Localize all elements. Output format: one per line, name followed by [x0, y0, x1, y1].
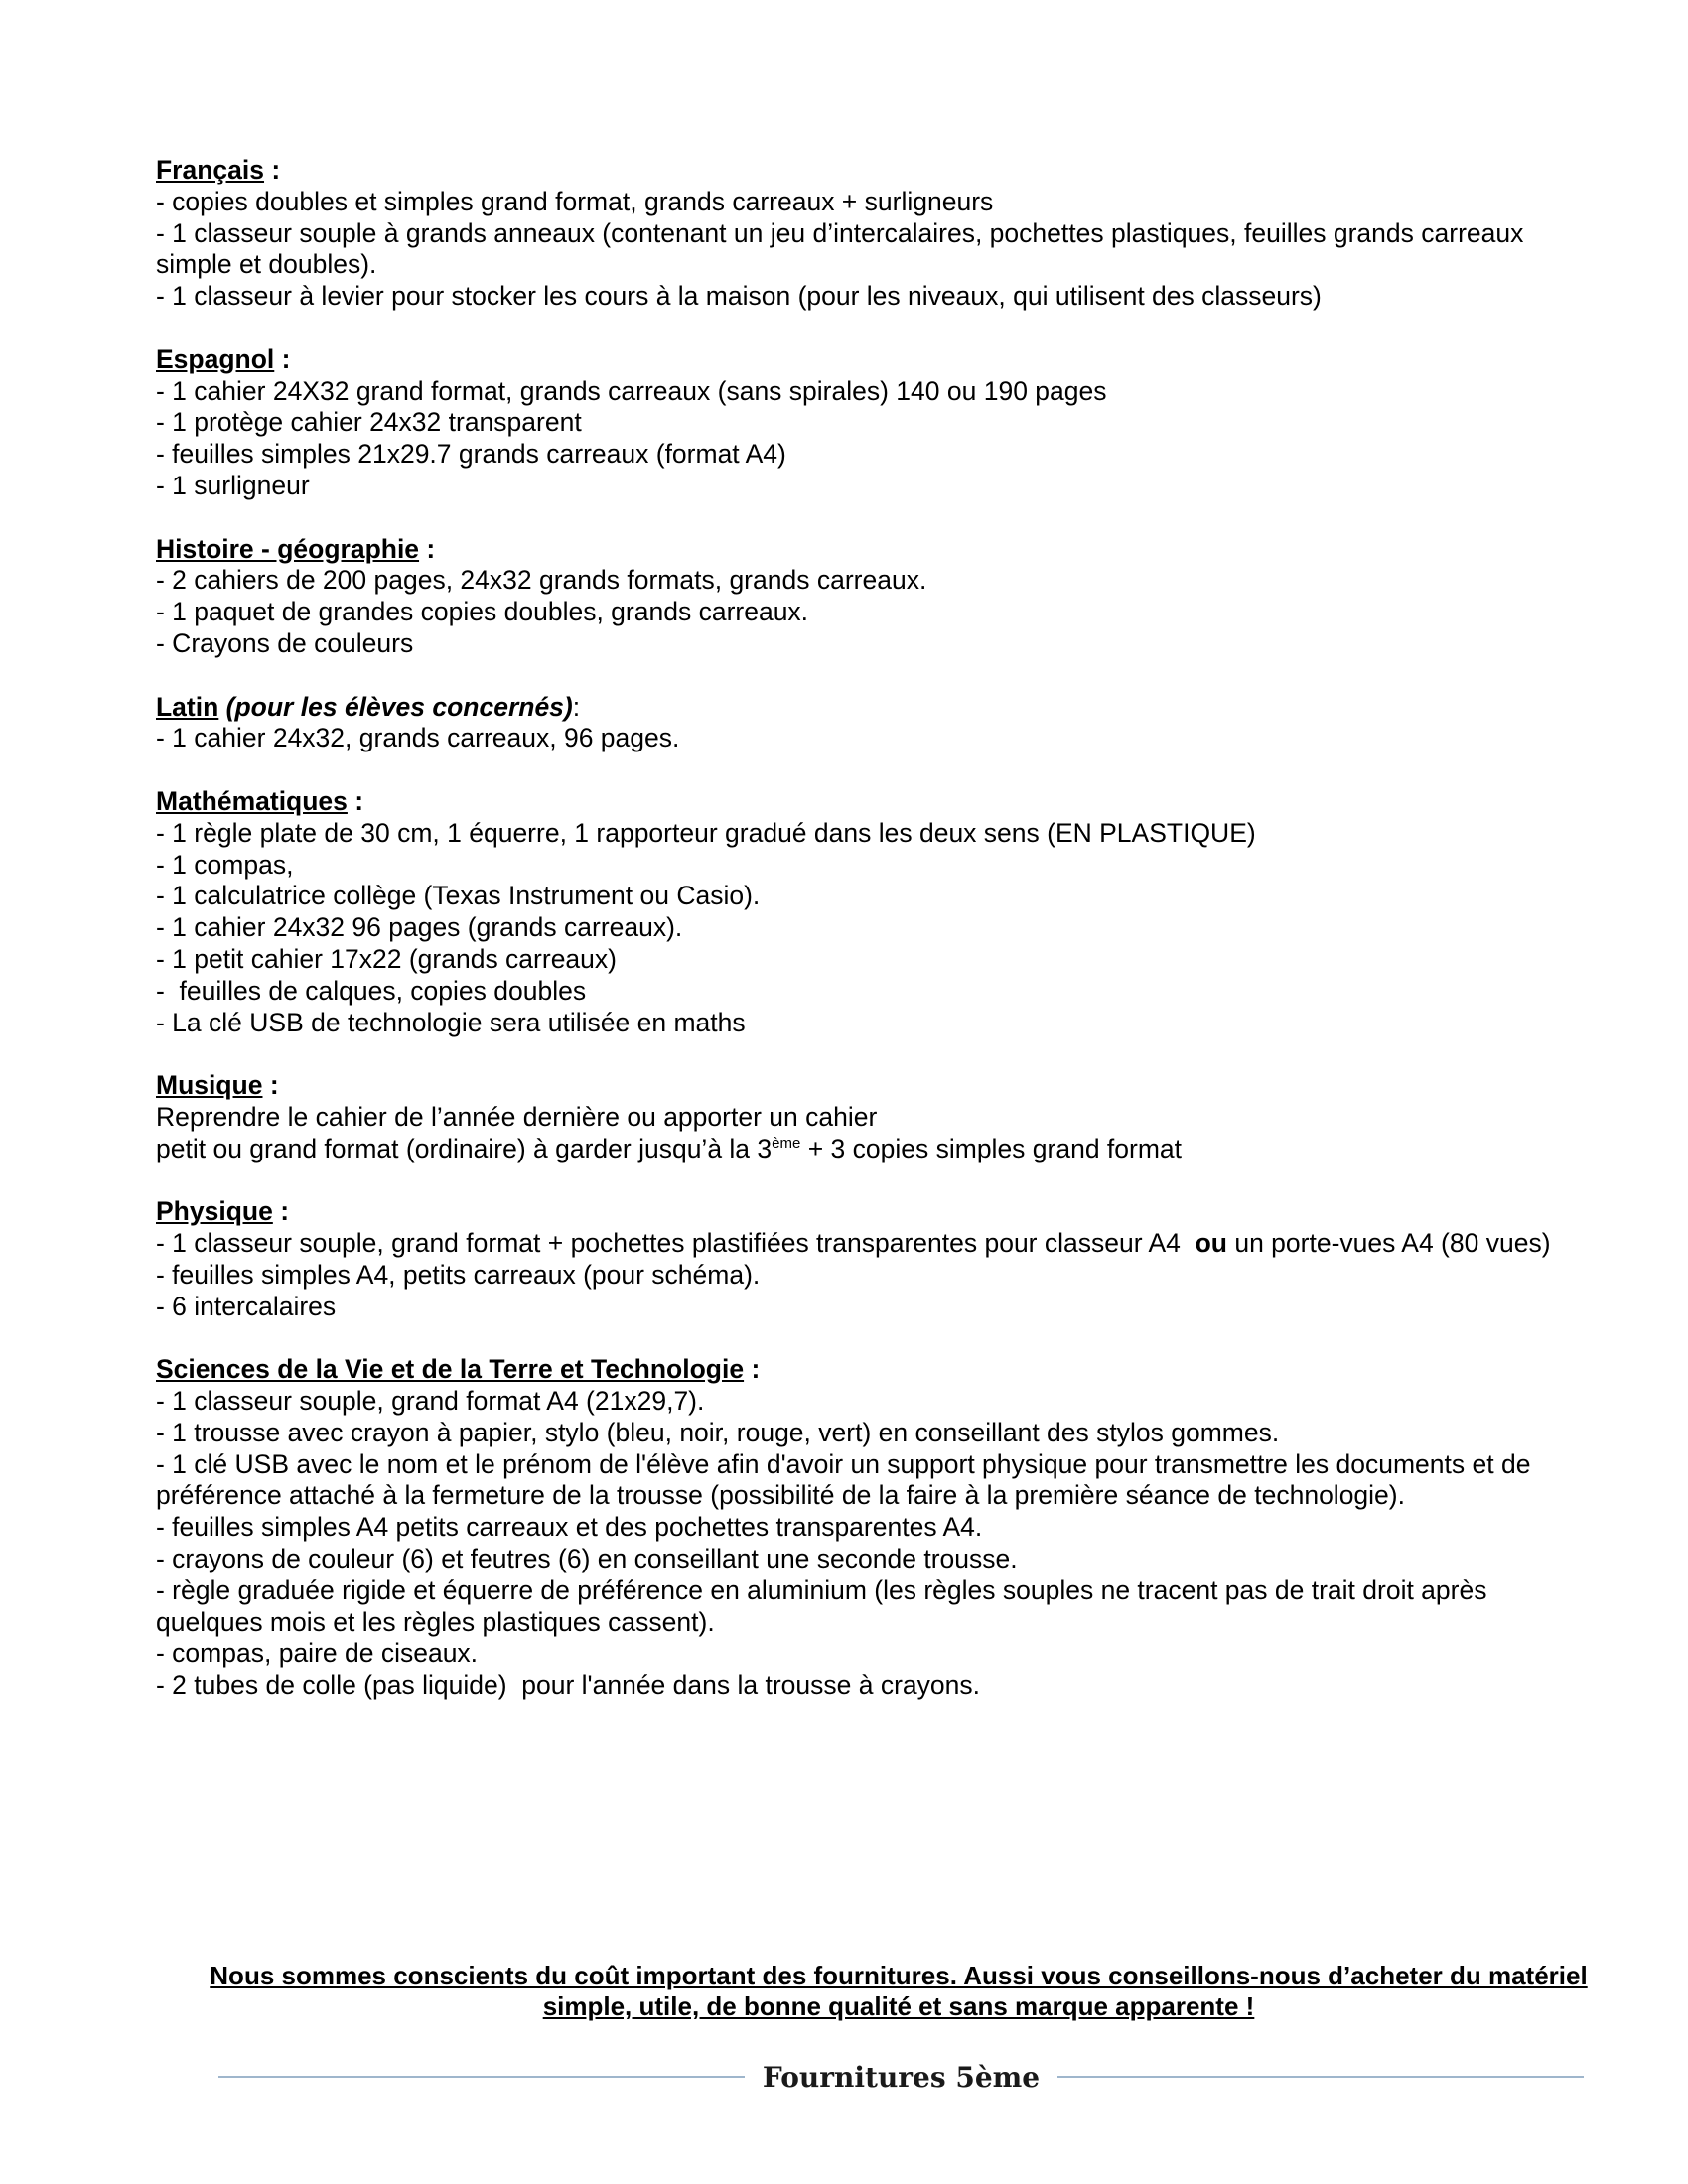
section-heading: Français : [156, 155, 281, 185]
superscript: ème [772, 1134, 801, 1152]
section-title: Latin [156, 691, 219, 722]
list-item: - 1 classeur souple à grands anneaux (contenant un jeu d’intercalaires, pochettes plastiques, feuilles grands carreaux [156, 217, 1524, 248]
list-item: - feuilles simples A4, petits carreaux (pour schéma). [156, 1259, 761, 1290]
footer-title: Fournitures 5ème [762, 2060, 1041, 2094]
list-item: préférence attaché à la fermeture de la trousse (possibilité de la faire à la première séance de technologie). [156, 1480, 1405, 1511]
list-item: - feuilles de calques, copies doubles [156, 975, 587, 1006]
section-title: Mathématiques [156, 785, 348, 816]
section-heading: Physique : [156, 1196, 290, 1227]
notice-line: simple, utile, de bonne qualité et sans marque apparente ! [542, 1991, 1255, 2021]
list-item: petit ou grand format (ordinaire) à garder jusqu’à la 3ème + 3 copies simples grand format [156, 1133, 1183, 1163]
list-item: - 1 cahier 24X32 grand format, grands carreaux (sans spirales) 140 ou 190 pages [156, 375, 1107, 406]
list-item: - Crayons de couleurs [156, 627, 414, 658]
list-item: - 1 compas, [156, 849, 294, 880]
section-heading: Espagnol : [156, 343, 291, 374]
section-francais [156, 155, 1625, 313]
section-title: Histoire - géographie [156, 533, 420, 564]
section-heading: Sciences de la Vie et de la Terre et Technologie : [156, 1354, 761, 1385]
footer-rule-right [1057, 2076, 1584, 2078]
section-physique [156, 1196, 1625, 1322]
list-item: - 1 surligneur [156, 470, 310, 500]
list-item: - 1 clé USB avec le nom et le prénom de l'élève afin d'avoir un support physique pour transmettre les documents et de [156, 1448, 1531, 1479]
list-item: - feuilles simples A4 petits carreaux et des pochettes transparentes A4. [156, 1512, 983, 1543]
section-heading: Mathématiques : [156, 785, 364, 816]
footer-rule-left [218, 2076, 745, 2078]
list-item: - feuilles simples 21x29.7 grands carreaux (format A4) [156, 439, 786, 470]
list-item: - 1 protège cahier 24x32 transparent [156, 407, 582, 438]
notice-line: Nous sommes conscients du coût important des fournitures. Aussi vous conseillons-nous d’acheter du matériel [210, 1961, 1588, 1990]
section-title: Physique [156, 1196, 273, 1227]
list-item: - 2 cahiers de 200 pages, 24x32 grands formats, grands carreaux. [156, 565, 927, 596]
list-item: quelques mois et les règles plastiques cassent). [156, 1606, 715, 1637]
list-item: - La clé USB de technologie sera utilisée en maths [156, 1007, 746, 1037]
emphasis-or: ou [1195, 1228, 1227, 1259]
section-histoire-geographie [156, 534, 1625, 660]
list-item: simple et doubles). [156, 249, 377, 280]
section-title: Musique [156, 1070, 263, 1101]
list-item: - compas, paire de ciseaux. [156, 1638, 479, 1669]
list-item: - 2 tubes de colle (pas liquide) pour l'année dans la trousse à crayons. [156, 1670, 980, 1701]
section-title: Français [156, 155, 265, 185]
section-title: Espagnol [156, 343, 275, 374]
section-musique [156, 1070, 1625, 1164]
list-item: - 1 classeur à levier pour stocker les cours à la maison (pour les niveaux, qui utilisent des classeurs) [156, 281, 1322, 312]
supply-list [156, 155, 1625, 1733]
list-item: - 1 petit cahier 17x22 (grands carreaux) [156, 943, 617, 974]
list-item: - 6 intercalaires [156, 1291, 337, 1321]
section-title: Sciences de la Vie et de la Terre et Technologie [156, 1354, 745, 1385]
section-heading: Latin (pour les élèves concernés): [156, 691, 581, 722]
list-item: - crayons de couleur (6) et feutres (6) en conseillant une seconde trousse. [156, 1544, 1018, 1574]
section-note: (pour les élèves concernés) [218, 691, 573, 722]
section-heading: Musique : [156, 1070, 279, 1101]
list-item: - 1 classeur souple, grand format A4 (21x29,7). [156, 1386, 705, 1417]
list-item: Reprendre le cahier de l’année dernière ou apporter un cahier [156, 1101, 878, 1132]
list-item: - 1 trousse avec crayon à papier, stylo (bleu, noir, rouge, vert) en conseillant des stylos gommes. [156, 1417, 1280, 1447]
cost-notice [149, 1961, 1648, 2022]
section-latin [156, 692, 1625, 755]
section-espagnol [156, 344, 1625, 502]
list-item: - 1 règle plate de 30 cm, 1 équerre, 1 rapporteur gradué dans les deux sens (EN PLASTIQUE) [156, 817, 1256, 848]
list-item: - 1 cahier 24x32, grands carreaux, 96 pages. [156, 723, 680, 753]
section-svt-technologie [156, 1354, 1625, 1702]
section-heading: Histoire - géographie : [156, 533, 436, 564]
list-item: - 1 cahier 24x32 96 pages (grands carreaux). [156, 912, 683, 943]
list-item: - 1 classeur souple, grand format + pochettes plastifiées transparentes pour classeur A4 ou un porte-vues A4 (80 vues) [156, 1228, 1551, 1259]
list-item: - copies doubles et simples grand format, grands carreaux + surligneurs [156, 186, 994, 216]
list-item: - 1 calculatrice collège (Texas Instrument ou Casio). [156, 881, 761, 911]
list-item: - règle graduée rigide et équerre de préférence en aluminium (les règles souples ne tracent pas de trait droit après [156, 1574, 1487, 1605]
list-item: - 1 paquet de grandes copies doubles, grands carreaux. [156, 597, 809, 627]
page-footer [218, 2057, 1584, 2097]
section-mathematiques [156, 786, 1625, 1038]
